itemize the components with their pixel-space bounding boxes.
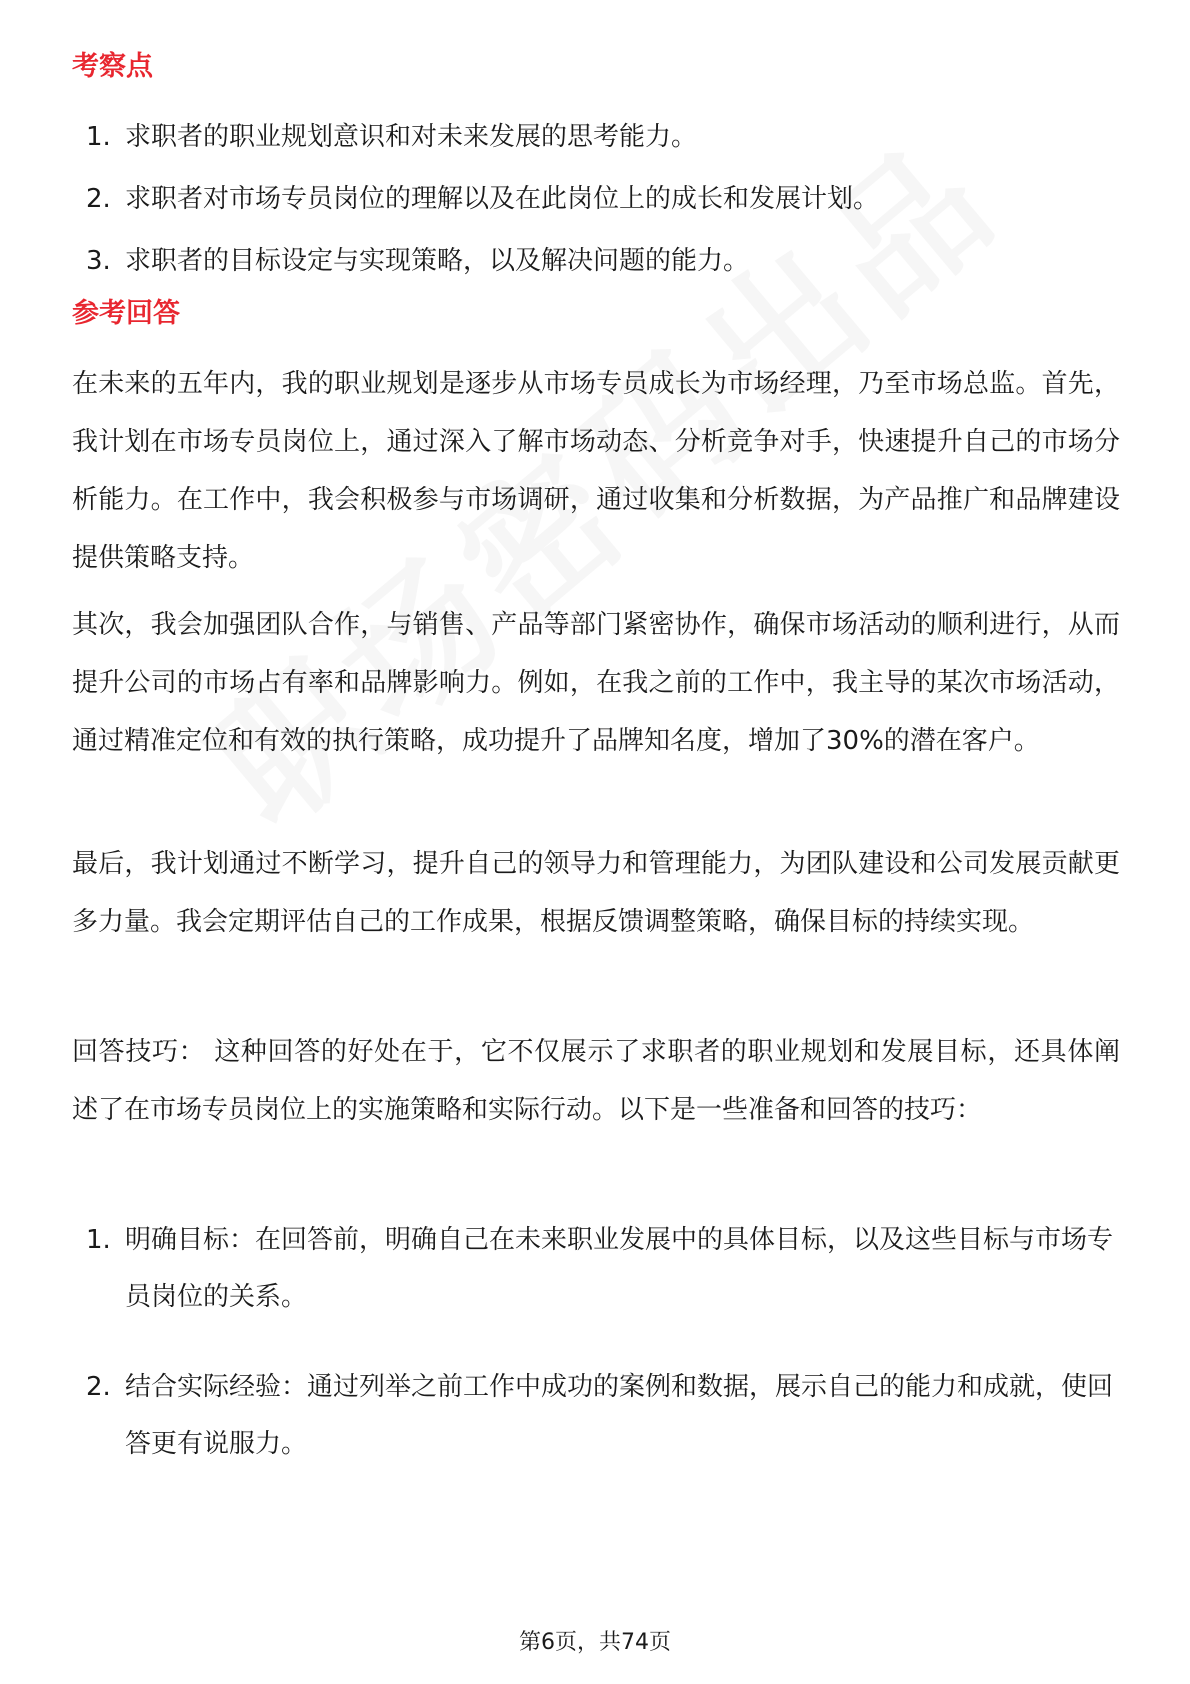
list-item — [72, 108, 1120, 166]
answer-tips-intro: 回答技巧： 这种回答的好处在于，它不仅展示了求职者的职业规划和发展目标，还具体阐述了在市场专员岗位上的实施策略和实际行动。以下是一些准备和回答的技巧： — [72, 1037, 1120, 1125]
list-item — [72, 1212, 1120, 1326]
page-number: 第6页，共74页 — [519, 1630, 671, 1655]
list-item-text: 结合实际经验：通过列举之前工作中成功的案例和数据，展示自己的能力和成就，使回答更有说服力。 — [125, 1372, 1114, 1459]
list-item-number: 2. — [86, 1372, 111, 1402]
list-item-number: 1. — [86, 122, 111, 152]
list-item — [72, 232, 1120, 290]
answer-paragraph: 在未来的五年内，我的职业规划是逐步从市场专员成长为市场经理，乃至市场总监。首先，我计划在市场专员岗位上，通过深入了解市场动态、分析竞争对手，快速提升自己的市场分析能力。在工作中，我会积极参与市场调研，通过收集和分析数据，为产品推广和品牌建设提供策略支持。 — [72, 369, 1120, 573]
list-item — [72, 1359, 1120, 1473]
list-item-text: 明确目标：在回答前，明确自己在未来职业发展中的具体目标，以及这些目标与市场专员岗位的关系。 — [125, 1225, 1114, 1312]
list-item-text: 求职者的目标设定与实现策略，以及解决问题的能力。 — [125, 246, 750, 276]
section-heading-inspection: 考察点 — [72, 51, 153, 82]
list-item-number: 1. — [86, 1225, 111, 1255]
inspection-list — [72, 108, 1120, 294]
answer-paragraph: 其次，我会加强团队合作，与销售、产品等部门紧密协作，确保市场活动的顺利进行，从而提升公司的市场占有率和品牌影响力。例如，在我之前的工作中，我主导的某次市场活动，通过精准定位和有效的执行策略，成功提升了品牌知名度，增加了30%的潜在客户。 — [72, 610, 1120, 756]
section-heading-answer: 参考回答 — [72, 298, 180, 329]
list-item — [72, 170, 1120, 228]
list-item-number: 3. — [86, 246, 111, 276]
list-item-number: 2. — [86, 184, 111, 214]
list-item-text: 求职者对市场专员岗位的理解以及在此岗位上的成长和发展计划。 — [125, 184, 880, 214]
tips-list — [72, 1212, 1120, 1506]
answer-paragraph: 最后，我计划通过不断学习，提升自己的领导力和管理能力，为团队建设和公司发展贡献更多力量。我会定期评估自己的工作成果，根据反馈调整策略，确保目标的持续实现。 — [72, 849, 1120, 937]
list-item-text: 求职者的职业规划意识和对未来发展的思考能力。 — [125, 122, 698, 152]
